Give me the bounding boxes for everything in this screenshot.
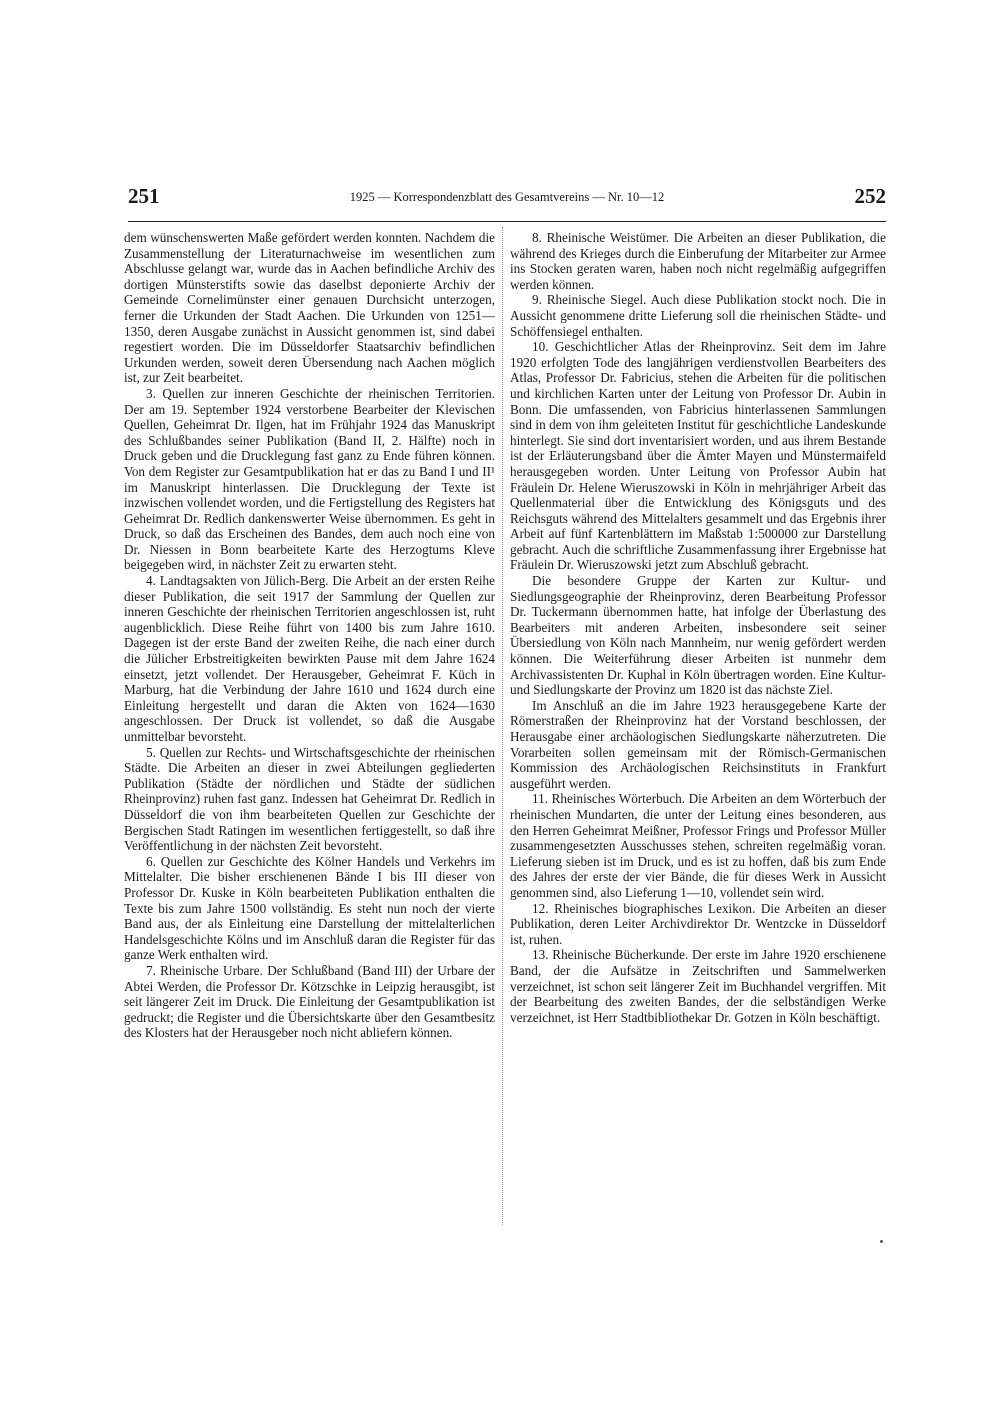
paragraph: Die besondere Gruppe der Karten zur Kultur- und Siedlungsgeographie der Rheinprovinz, deren Bearbeitung Professor Dr. Tuckermann übernommen hatte, hat infolge der Überlastung des Bearbeiters mit anderen Arbeiten, insbesondere seit seiner Übersiedlung von Köln nach Mannheim, nur wenig gefördert werden können. Die Weiterführung dieser Arbeiten ist nunmehr dem Archivassistenten Dr. Kuphal in Köln übertragen worden. Eine Kultur- und Siedlungskarte der Provinz um 1820 ist das nächste Ziel. bbox=[510, 573, 886, 698]
page-number-right: 252 bbox=[854, 184, 886, 208]
paragraph: 3. Quellen zur inneren Geschichte der rheinischen Territorien. Der am 19. September 1924 verstorbene Bearbeiter der Klevischen Quellen, Geheimrat Dr. Ilgen, hat im Frühjahr 1924 das Manuskript des Schlußbandes seiner Publikation (Band II, 2. Hälfte) noch in Druck geben und die Drucklegung fast ganz zu Ende führen können. Von dem Register zur Gesamtpublikation hat er das zu Band I und II¹ im Manuskript hinterlassen. Die Drucklegung der Texte ist inzwischen vollendet worden, und die Fertigstellung des Registers hat Geheimrat Dr. Redlich dankenswerter Weise übernommen. Es geht in Druck, so daß das Erscheinen des Bandes, dem auch noch eine von Dr. Niessen in Bonn bearbeitete Karte des Herzogtums Kleve beigegeben wird, in nächster Zeit zu erwarten steht. bbox=[124, 385, 495, 573]
paragraph: 9. Rheinische Siegel. Auch diese Publikation stockt noch. Die in Aussicht genommene dritte Lieferung soll die rheinischen Städte- und Schöffensiegel enthalten. bbox=[510, 292, 886, 339]
paragraph: 6. Quellen zur Geschichte des Kölner Handels und Verkehrs im Mittelalter. Die bisher erschienenen Bände I bis III dieser von Professor Dr. Kuske in Köln bearbeiteten Publikation enthalten die Texte bis zum Jahre 1500 vollständig. Es steht nun noch der vierte Band aus, der als Einleitung eine Darstellung der mittelalterlichen Handelsgeschichte Kölns und im Anschluß daran die Register für das ganze Werk enthalten wird. bbox=[124, 853, 495, 963]
paragraph: 10. Geschichtlicher Atlas der Rheinprovinz. Seit dem im Jahre 1920 erfolgten Tode des langjährigen verdienstvollen Bearbeiters des Atlas, Professor Dr. Fabricius, stehen die Arbeiten für die politischen und kirchlichen Karten unter der Leitung von Professor Dr. Aubin in Bonn. Die umfassenden, von Fabricius hinterlassenen Sammlungen sind in dem von ihm geleiteten Institut für geschichtliche Landeskunde hinterlegt. Sie sind dort inventarisiert worden, und aus ihrem Bestande ist der Erläuterungsband über die Ämter Mayen und Münstermaifeld herausgegeben worden. Unter Leitung von Professor Aubin hat Fräulein Dr. Helene Wieruszowski in Köln in mehrjähriger Arbeit das Quellenmaterial über die Entwicklung des Königsguts und des Reichsguts während des Mittelalters gesammelt und das Ergebnis ihrer Arbeit auf fünf Kartenblättern im Maßstab 1:500000 zur Darstellung gebracht. Auch die schriftliche Zusammenfassung ihrer Ergebnisse hat Fräulein Dr. Wieruszowski jetzt zum Abschluß gebracht. bbox=[510, 339, 886, 573]
paragraph: 8. Rheinische Weistümer. Die Arbeiten an dieser Publikation, die während des Krieges durch die Einberufung der Mitarbeiter zur Armee ins Stocken geraten waren, haben noch nicht regelmäßig aufgegriffen werden können. bbox=[510, 230, 886, 292]
page-number-left: 251 bbox=[128, 184, 160, 208]
paragraph: 4. Landtagsakten von Jülich-Berg. Die Arbeit an der ersten Reihe dieser Publikation, die seit 1917 der Sammlung der Quellen zur inneren Geschichte der rheinischen Territorien angeschlossen ist, ruht augenblicklich. Diese Reihe führt von 1400 bis zum Jahre 1610. Dagegen ist der erste Band der zweiten Reihe, die nach einer durch die Jülicher Erbstreitigkeiten bewirkten Pause mit dem Jahre 1624 einsetzt, jetzt vollendet. Der Herausgeber, Geheimrat F. Küch in Marburg, hat die Verbindung der Jahre 1610 und 1624 durch eine Einleitung hergestellt und daran die Akten von 1624—1630 angeschlossen. Der Druck ist vollendet, so daß die Ausgabe unmittelbar bevorsteht. bbox=[124, 573, 495, 744]
column-divider bbox=[502, 227, 503, 1225]
paragraph: 7. Rheinische Urbare. Der Schlußband (Band III) der Urbare der Abtei Werden, die Professor Dr. Kötzschke in Leipzig herausgibt, ist seit längerer Zeit im Druck. Die Einleitung der Gesamtpublikation ist gedruckt; die Register und die Übersichtskarte über den Gesamtbesitz des Klosters hat der Herausgeber noch nicht abliefern können. bbox=[124, 962, 495, 1041]
paragraph: 13. Rheinische Bücherkunde. Der erste im Jahre 1920 erschienene Band, der die Aufsätze in Zeitschriften und Sammelwerken verzeichnet, ist schon seit längerer Zeit im Buchhandel vergriffen. Mit der Bearbeitung des zweiten Bandes, der die selbständigen Werke verzeichnet, ist Herr Stadtbibliothekar Dr. Gotzen in Köln beschäftigt. bbox=[510, 947, 886, 1025]
paragraph: 11. Rheinisches Wörterbuch. Die Arbeiten an dem Wörterbuch der rheinischen Mundarten, die unter der Leitung eines besonderen, aus den Herren Geheimrat Meißner, Professor Frings und Professor Müller zusammengesetzten Ausschusses stehen, schreiten regelmäßig voran. Lieferung sieben ist im Druck, und es ist zu hoffen, daß bis zum Ende des Jahres der erste der vier Bände, die für dieses Werk in Aussicht genommen sind, also Lieferung 1—10, vollendet sein wird. bbox=[510, 791, 886, 900]
right-column bbox=[510, 230, 886, 1025]
header-rule bbox=[128, 221, 886, 222]
paragraph: 12. Rheinisches biographisches Lexikon. Die Arbeiten an dieser Publikation, deren Leiter Archivdirektor Dr. Wentzcke in Düsseldorf ist, ruhen. bbox=[510, 900, 886, 947]
paragraph: 5. Quellen zur Rechts- und Wirtschaftsgeschichte der rheinischen Städte. Die Arbeiten an dieser in zwei Abteilungen gegliederten Publikation (Städte der nördlichen und Städte der südlichen Rheinprovinz) ruhen fast ganz. Indessen hat Geheimrat Dr. Redlich in Düsseldorf die von ihm bearbeiteten Quellen zur Geschichte der Bergischen Stadt Ratingen im wesentlichen fertiggestellt, so daß ihre Veröffentlichung in der nächsten Zeit bevorsteht. bbox=[124, 744, 495, 854]
paragraph: dem wünschenswerten Maße gefördert werden konnten. Nachdem die Zusammenstellung der Literaturnachweise im wesentlichen zum Abschlusse gelangt war, wurde das in Aachen befindliche Archiv des dortigen Münsterstifts sowie das daselbst deponierte Archiv der Gemeinde Cornelimünster einer genauen Durchsicht unterzogen, ferner die Urkunden der Stadt Aachen. Die Urkunden von 1251—1350, deren Ausgabe zunächst in Aussicht genommen ist, sind dabei regestiert worden. Die im Düsseldorfer Staatsarchiv befindlichen Urkunden werden, soweit deren Übersendung nach Aachen möglich ist, zur Zeit bearbeitet. bbox=[124, 230, 495, 386]
left-column bbox=[124, 230, 495, 1041]
print-speck bbox=[880, 1240, 883, 1243]
paragraph: Im Anschluß an die im Jahre 1923 herausgegebene Karte der Römerstraßen der Rheinprovinz hat der Vorstand beschlossen, der Herausgabe einer archäologischen Siedlungskarte näherzutreten. Die Vorarbeiten sollen gemeinsam mit der Römisch-Germanischen Kommission des Archäologischen Reichsinstituts in Frankfurt ausgeführt werden. bbox=[510, 697, 886, 791]
page-header bbox=[128, 183, 886, 213]
running-title: 1925 — Korrespondenzblatt des Gesamtvereins — Nr. 10—12 bbox=[349, 190, 665, 204]
